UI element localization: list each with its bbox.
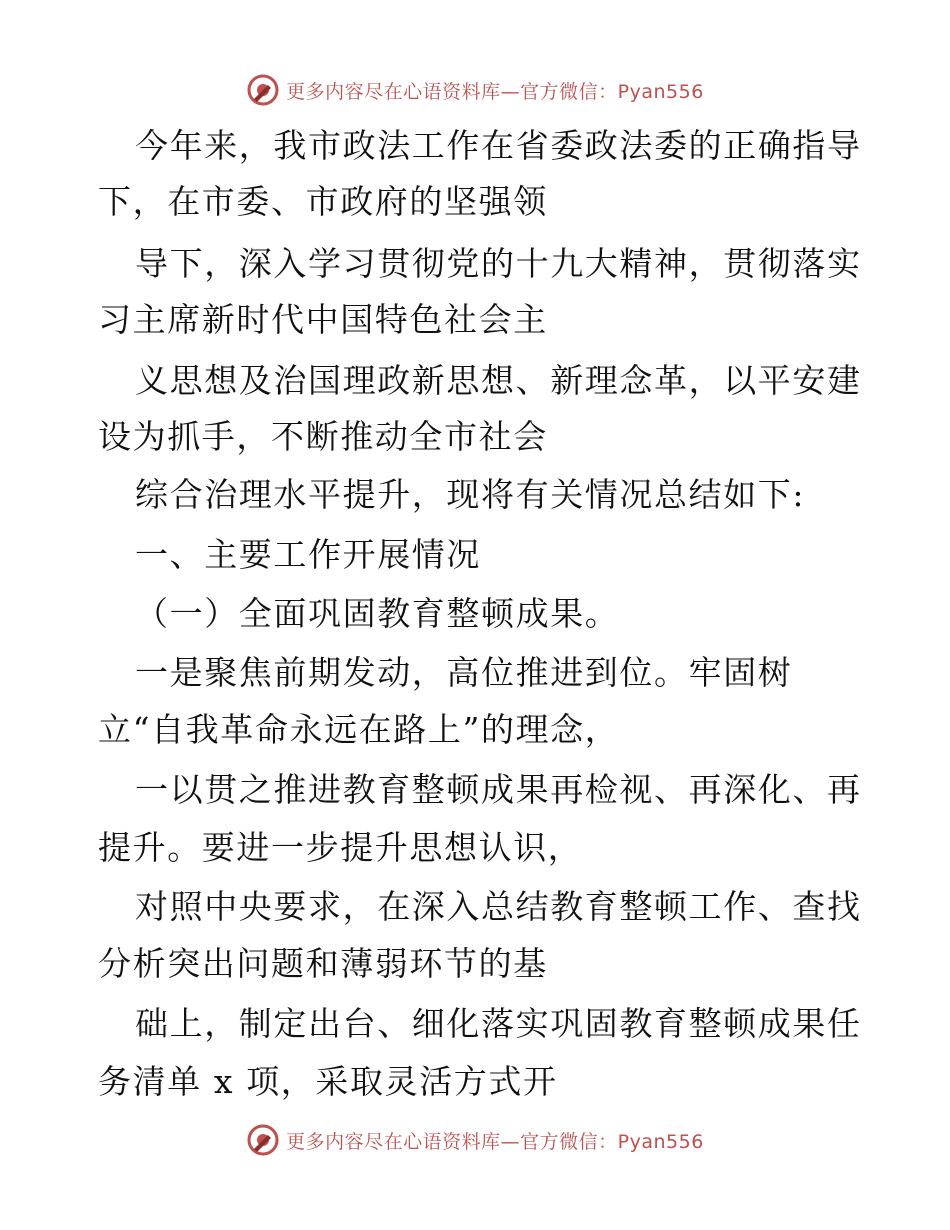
header-banner-text bbox=[286, 77, 704, 104]
footer-banner-official: 官方微信：Pyan556 bbox=[520, 1130, 704, 1153]
header-banner-official: 官方微信：Pyan556 bbox=[520, 80, 704, 103]
body-line: 习主席新时代中国特色社会主 bbox=[98, 300, 548, 339]
header-banner-dash: — bbox=[500, 80, 521, 103]
logo-icon bbox=[246, 1123, 280, 1157]
body-line: 对照中央要求，在深入总结教育整顿工作、查找 bbox=[135, 887, 862, 926]
body-line: 务清单 x 项，采取灵活方式开 bbox=[98, 1062, 558, 1101]
section-heading: 一、主要工作开展情况 bbox=[135, 535, 481, 574]
body-line: 一以贯之推进教育整顿成果再检视、再深化、再 bbox=[135, 770, 862, 809]
footer-banner-text bbox=[286, 1127, 704, 1154]
body-line: 设为抓手，不断推动全市社会 bbox=[98, 417, 548, 456]
subsection-heading: （一）全面巩固教育整顿成果。 bbox=[135, 594, 620, 633]
header-watermark-banner bbox=[0, 70, 950, 110]
footer-banner-dash: — bbox=[500, 1130, 521, 1153]
body-line: 导下，深入学习贯彻党的十九大精神，贯彻落实 bbox=[135, 244, 862, 283]
header-banner-title: 更多内容尽在心语资料库 bbox=[286, 80, 501, 103]
body-line: 分析突出问题和薄弱环节的基 bbox=[98, 944, 548, 983]
logo-icon bbox=[246, 73, 280, 107]
body-line: 提升。要进一步提升思想认识， bbox=[98, 828, 583, 867]
footer-banner-title: 更多内容尽在心语资料库 bbox=[286, 1130, 501, 1153]
body-line: 义思想及治国理政新思想、新理念革，以平安建 bbox=[135, 361, 862, 400]
body-line: 一是聚焦前期发动，高位推进到位。牢固树 bbox=[135, 653, 793, 692]
footer-watermark-banner bbox=[0, 1120, 950, 1160]
body-line: 础上，制定出台、细化落实巩固教育整顿成果任 bbox=[135, 1004, 862, 1043]
body-line: 下，在市委、市政府的坚强领 bbox=[98, 182, 548, 221]
body-line: 立“自我革命永远在路上”的理念， bbox=[98, 710, 620, 749]
body-line: 综合治理水平提升，现将有关情况总结如下: bbox=[135, 475, 806, 514]
body-line: 今年来，我市政法工作在省委政法委的正确指导 bbox=[135, 126, 862, 165]
